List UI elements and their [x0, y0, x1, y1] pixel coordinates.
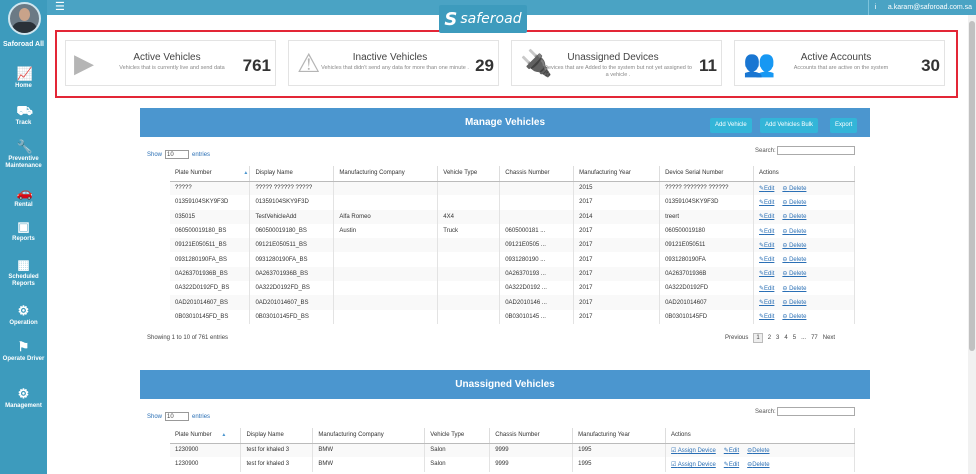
- delete-label: Delete: [789, 314, 807, 321]
- nav-label: Operation: [9, 320, 38, 326]
- table-row: [170, 238, 855, 252]
- entries-select[interactable]: 10: [165, 150, 189, 159]
- nav-label: Scheduled Reports: [8, 274, 39, 287]
- nav-label: Preventive Maintenance: [5, 156, 42, 169]
- table-cell: [438, 281, 500, 295]
- table-row: [170, 443, 855, 457]
- avatar[interactable]: [8, 2, 41, 35]
- unassigned-entries-select[interactable]: 10: [165, 412, 189, 421]
- table-cell: Alfa Romeo: [334, 210, 438, 224]
- delete-link[interactable]: ⊖ Delete: [782, 285, 807, 292]
- column-header[interactable]: [438, 166, 500, 181]
- table-cell: 2017: [574, 295, 660, 309]
- edit-label: Edit: [728, 461, 740, 468]
- chart-icon: 📈: [16, 66, 33, 81]
- column-label: Chassis Number: [495, 432, 540, 439]
- table-cell: 2017: [574, 310, 660, 324]
- sidebar: [0, 0, 47, 474]
- delete-label: Delete: [789, 242, 807, 249]
- delete-label: Delete: [789, 285, 807, 292]
- unassigned-search-input[interactable]: [777, 407, 855, 416]
- nav-item-rental[interactable]: [0, 186, 47, 209]
- stat-description: Vehicles that didn't send any data for more than one minute .: [321, 65, 469, 71]
- delete-link[interactable]: ⊖ Delete: [782, 257, 807, 264]
- table-cell: [334, 310, 438, 324]
- assign-label: Assign Device: [677, 447, 716, 454]
- edit-label: Edit: [764, 300, 775, 307]
- page-next[interactable]: Next: [822, 335, 836, 341]
- page-4[interactable]: 4: [784, 335, 788, 341]
- stat-title: Active Vehicles: [133, 52, 201, 63]
- table-cell: 9999: [490, 443, 573, 457]
- table-cell: 1995: [573, 443, 666, 457]
- users-icon: 👥: [743, 48, 776, 78]
- delete-label: Delete: [789, 271, 807, 278]
- scrollbar[interactable]: [968, 15, 976, 474]
- edit-link[interactable]: ✎Edit: [759, 285, 775, 292]
- table-row: [170, 267, 855, 281]
- sort-asc-icon[interactable]: ▲: [221, 432, 227, 439]
- nav-item-scheduled-reports[interactable]: [0, 258, 47, 288]
- manage-vehicles-header: Manage Vehicles: [140, 108, 870, 137]
- column-label: Manufacturing Year: [578, 432, 630, 439]
- plug-icon: 🔌: [520, 48, 553, 78]
- delete-link[interactable]: ⊖Delete: [747, 461, 770, 468]
- nav-label: Home: [15, 83, 32, 89]
- column-header[interactable]: [666, 428, 855, 443]
- table-cell: test for khaled 3: [241, 443, 313, 457]
- table-row: [170, 181, 855, 195]
- table-cell: 2017: [574, 252, 660, 266]
- stat-description: Vehicles that is currently live and send data: [119, 65, 225, 71]
- column-header[interactable]: [170, 428, 241, 443]
- table-cell: 2017: [574, 281, 660, 295]
- actions-cell: [754, 210, 855, 224]
- driver-icon: ⚑: [17, 339, 30, 354]
- nav-item-track[interactable]: [0, 104, 47, 127]
- column-header[interactable]: [754, 166, 855, 181]
- table-row: [170, 210, 855, 224]
- table-cell: [438, 252, 500, 266]
- table-row: [170, 281, 855, 295]
- table-cell: 2017: [574, 195, 660, 209]
- unassigned-vehicles-header: Unassigned Vehicles: [140, 370, 870, 399]
- actions-cell: [754, 238, 855, 252]
- assign-device-link[interactable]: ☑ Assign Device: [671, 461, 716, 468]
- delete-link[interactable]: ⊖ Delete: [782, 214, 807, 221]
- table-cell: 060500019180_BS: [250, 224, 334, 238]
- table-cell: ????? ??????? ??????: [660, 181, 754, 195]
- page-previous[interactable]: Previous: [725, 335, 749, 341]
- table-cell: treert: [660, 210, 754, 224]
- edit-link[interactable]: ✎Edit: [759, 257, 775, 264]
- table-cell: 01359104SKY9F3D: [250, 195, 334, 209]
- delete-label: Delete: [789, 257, 807, 264]
- wrench-icon: 🔧: [16, 139, 33, 154]
- stat-card-active-vehicles[interactable]: [65, 40, 276, 86]
- stat-title: Active Accounts: [800, 52, 872, 63]
- delete-link[interactable]: ⊖ Delete: [782, 300, 807, 307]
- table-cell: 0B03010145FD: [660, 310, 754, 324]
- table-cell: 0A322D0192FD_BS: [170, 281, 250, 295]
- table-cell: 2017: [574, 238, 660, 252]
- edit-link[interactable]: ✎Edit: [759, 199, 775, 206]
- table-cell: 0B03010145FD_BS: [250, 310, 334, 324]
- edit-label: Edit: [764, 271, 775, 278]
- table-cell: [334, 252, 438, 266]
- vehicles-table: [170, 166, 855, 324]
- search-filter: [755, 146, 855, 155]
- table-cell: ????? ?????? ?????: [250, 181, 334, 195]
- table-row: [170, 224, 855, 238]
- actions-cell: [666, 457, 855, 471]
- column-label: Actions: [759, 170, 779, 177]
- table-cell: 0A26370193 ...: [500, 267, 574, 281]
- delete-label: Delete: [789, 228, 807, 235]
- edit-label: Edit: [764, 242, 775, 249]
- table-cell: 09121E050511_BS: [170, 238, 250, 252]
- delete-label: Delete: [789, 199, 807, 206]
- column-label: Vehicle Type: [430, 432, 465, 439]
- table-cell: Salon: [425, 457, 490, 471]
- sort-asc-icon[interactable]: ▲: [243, 170, 249, 177]
- table-header-row: [170, 428, 855, 443]
- table-cell: 0931280190FA_BS: [170, 252, 250, 266]
- table-cell: 1230900: [170, 443, 241, 457]
- table-row: [170, 252, 855, 266]
- table-cell: Truck: [438, 224, 500, 238]
- page-5[interactable]: 5: [792, 335, 797, 341]
- edit-label: Edit: [764, 199, 775, 206]
- page-77[interactable]: 77: [811, 335, 818, 341]
- edit-link[interactable]: ✎Edit: [759, 314, 775, 321]
- table-cell: 2017: [574, 224, 660, 238]
- table-info: Showing 1 to 10 of 761 entries: [147, 335, 229, 341]
- actions-cell: [754, 224, 855, 238]
- column-label: Chassis Number: [505, 170, 550, 177]
- table-cell: TestVehicleAdd: [250, 210, 334, 224]
- delete-link[interactable]: ⊖ Delete: [782, 314, 807, 321]
- table-cell: 4X4: [438, 210, 500, 224]
- saferoad-logo: S saferoad: [439, 5, 527, 33]
- table-cell: [438, 310, 500, 324]
- column-header[interactable]: [425, 428, 490, 443]
- delete-label: Delete: [789, 300, 807, 307]
- delete-link[interactable]: ⊖ Delete: [782, 228, 807, 235]
- entries-label: entries: [192, 151, 211, 158]
- delete-link[interactable]: ⊖Delete: [747, 447, 770, 454]
- delete-label: Delete: [752, 461, 770, 468]
- edit-link[interactable]: ✎Edit: [759, 214, 775, 221]
- table-cell: [438, 267, 500, 281]
- table-cell: Salon: [425, 443, 490, 457]
- column-label: Manufacturing Company: [318, 432, 384, 439]
- table-row: [170, 310, 855, 324]
- nav-label: Reports: [12, 236, 35, 242]
- pagination: [725, 333, 835, 343]
- table-cell: 1995: [573, 457, 666, 471]
- table-cell: 0A263701936B_BS: [170, 267, 250, 281]
- gears-icon: ⚙: [17, 303, 30, 318]
- table-cell: 060500019180: [660, 224, 754, 238]
- table-cell: ?????: [170, 181, 250, 195]
- table-cell: [438, 295, 500, 309]
- delete-label: Delete: [789, 214, 807, 221]
- nav-item-operation[interactable]: [0, 304, 47, 327]
- table-cell: 2014: [574, 210, 660, 224]
- edit-link[interactable]: ✎Edit: [759, 271, 775, 278]
- search-input[interactable]: [777, 146, 855, 155]
- table-cell: [334, 267, 438, 281]
- nav-item-home[interactable]: [0, 67, 47, 90]
- edit-label: Edit: [764, 257, 775, 264]
- column-header[interactable]: [574, 166, 660, 181]
- stat-value: 30: [921, 56, 940, 75]
- delete-link[interactable]: ⊖ Delete: [782, 271, 807, 278]
- table-cell: [334, 195, 438, 209]
- actions-cell: [754, 310, 855, 324]
- table-cell: [438, 181, 500, 195]
- nav-label: Operate Driver: [2, 356, 45, 362]
- table-cell: [438, 238, 500, 252]
- table-cell: 2017: [574, 267, 660, 281]
- table-cell: 0931280190FA: [660, 252, 754, 266]
- column-header[interactable]: [170, 166, 250, 181]
- column-label: Vehicle Type: [443, 170, 478, 177]
- page-ellipsis: ...: [801, 335, 807, 341]
- edit-link[interactable]: ✎Edit: [723, 447, 740, 454]
- column-header[interactable]: [500, 166, 574, 181]
- table-cell: BMW: [313, 457, 425, 471]
- stat-description: Devices that are Added to the system but not yet assigned to a vehicle .: [544, 65, 692, 78]
- edit-link[interactable]: ✎Edit: [723, 461, 740, 468]
- delete-link[interactable]: ⊖ Delete: [782, 199, 807, 206]
- stat-title: Unassigned Devices: [567, 52, 659, 63]
- stat-card-unassigned-devices[interactable]: [511, 40, 722, 86]
- column-header[interactable]: [660, 166, 754, 181]
- column-header[interactable]: [334, 166, 438, 181]
- table-cell: 1230900: [170, 457, 241, 471]
- table-cell: [334, 238, 438, 252]
- table-cell: [334, 281, 438, 295]
- add-vehicles-bulk-button[interactable]: Add Vehicles Bulk: [760, 118, 818, 133]
- edit-link[interactable]: ✎Edit: [759, 300, 775, 307]
- actions-cell: [666, 443, 855, 457]
- info-icon[interactable]: i: [868, 0, 882, 15]
- nav-item-operate-driver[interactable]: [0, 340, 47, 363]
- show-label: Show: [147, 151, 163, 158]
- stat-card-inactive-vehicles[interactable]: [288, 40, 499, 86]
- play-icon: ▶: [74, 48, 94, 78]
- table-cell: 01359104SKY9F3D: [660, 195, 754, 209]
- table-cell: [334, 295, 438, 309]
- column-label: Manufacturing Company: [339, 170, 405, 177]
- table-cell: [500, 195, 574, 209]
- table-cell: 0A263701936B_BS: [250, 267, 334, 281]
- table-cell: Austin: [334, 224, 438, 238]
- table-cell: 0AD201014607_BS: [250, 295, 334, 309]
- actions-cell: [754, 267, 855, 281]
- actions-cell: [754, 252, 855, 266]
- nav-label: Management: [5, 403, 42, 409]
- column-header[interactable]: [573, 428, 666, 443]
- column-label: Plate Number: [175, 170, 212, 177]
- table-cell: 0A263701936B: [660, 267, 754, 281]
- table-cell: [334, 181, 438, 195]
- table-row: [170, 457, 855, 471]
- edit-label: Edit: [764, 228, 775, 235]
- column-label: Actions: [671, 432, 691, 439]
- table-cell: 09121E050511: [660, 238, 754, 252]
- delete-link[interactable]: ⊖ Delete: [782, 185, 807, 192]
- search-label: Search:: [755, 147, 776, 154]
- table-cell: 0A322D0192FD: [660, 281, 754, 295]
- table-cell: 0A322D0192 ...: [500, 281, 574, 295]
- table-cell: 01359104SKY9F3D: [170, 195, 250, 209]
- table-cell: 0A322D0192FD_BS: [250, 281, 334, 295]
- table-cell: 0AD201014607: [660, 295, 754, 309]
- table-cell: BMW: [313, 443, 425, 457]
- table-cell: [500, 210, 574, 224]
- edit-link[interactable]: ✎Edit: [759, 228, 775, 235]
- table-cell: 0931280190FA_BS: [250, 252, 334, 266]
- table-cell: 0AD2010146 ...: [500, 295, 574, 309]
- table-cell: 09121E050511_BS: [250, 238, 334, 252]
- actions-cell: [754, 281, 855, 295]
- logo-text: saferoad: [460, 11, 522, 27]
- table-cell: [500, 181, 574, 195]
- delete-label: Delete: [752, 447, 770, 454]
- actions-cell: [754, 295, 855, 309]
- nav-label: Track: [15, 120, 32, 126]
- assign-label: Assign Device: [677, 461, 716, 468]
- table-cell: 2015: [574, 181, 660, 195]
- edit-link[interactable]: ✎Edit: [759, 242, 775, 249]
- table-row: [170, 195, 855, 209]
- calendar-icon: ▦: [17, 257, 30, 272]
- board-icon: ▣: [17, 219, 30, 234]
- edit-label: Edit: [764, 285, 775, 292]
- gear-icon: ⚙: [17, 386, 30, 401]
- nav-label: Rental: [14, 202, 33, 208]
- user-name: Saforoad All: [3, 41, 44, 48]
- table-cell: 060500019180_BS: [170, 224, 250, 238]
- table-cell: 0B03010145FD_BS: [170, 310, 250, 324]
- table-cell: 9999: [490, 457, 573, 471]
- search-label: Search:: [755, 408, 776, 415]
- export-button[interactable]: Export: [830, 118, 857, 133]
- column-label: Manufacturing Year: [579, 170, 631, 177]
- table-cell: [438, 195, 500, 209]
- add-vehicle-button[interactable]: Add Vehicle: [710, 118, 752, 133]
- edit-label: Edit: [728, 447, 740, 454]
- actions-cell: [754, 181, 855, 195]
- stat-title: Inactive Vehicles: [352, 52, 428, 63]
- assign-device-link[interactable]: ☑ Assign Device: [671, 447, 716, 454]
- warning-icon: ⚠: [297, 48, 321, 78]
- nav-item-preventive-maintenance[interactable]: [0, 140, 47, 170]
- user-bar: [868, 0, 976, 15]
- table-cell: test for khaled 3: [241, 457, 313, 471]
- table-header-row: [170, 166, 855, 181]
- column-label: Display Name: [255, 170, 293, 177]
- page-3[interactable]: 3: [776, 335, 780, 341]
- delete-link[interactable]: ⊖ Delete: [782, 242, 807, 249]
- unassigned-table: [170, 428, 855, 472]
- car-icon: 🚗: [16, 185, 33, 200]
- column-label: Device Serial Number: [665, 170, 724, 177]
- table-cell: 0B03010145 ...: [500, 310, 574, 324]
- table-cell: 035015: [170, 210, 250, 224]
- stat-card-active-accounts[interactable]: [734, 40, 945, 86]
- user-email[interactable]: a.karam@saforoad.com.sa: [887, 4, 972, 11]
- column-header[interactable]: [241, 428, 313, 443]
- stat-description: Accounts that are active on the system: [793, 65, 889, 71]
- nav-item-management[interactable]: [0, 387, 47, 410]
- show-label: Show: [147, 413, 163, 420]
- menu-toggle-icon[interactable]: ☰: [55, 1, 65, 13]
- actions-cell: [754, 195, 855, 209]
- table-cell: 0931280190 ...: [500, 252, 574, 266]
- entries-label: entries: [192, 413, 211, 420]
- stat-value: 761: [242, 56, 271, 75]
- nav-item-reports[interactable]: [0, 220, 47, 243]
- column-header[interactable]: [313, 428, 425, 443]
- column-label: Display Name: [246, 432, 284, 439]
- edit-label: Edit: [764, 185, 775, 192]
- table-cell: 0AD201014607_BS: [170, 295, 250, 309]
- page-1[interactable]: 1: [753, 333, 762, 343]
- edit-label: Edit: [764, 214, 775, 221]
- unassigned-entries-length: [147, 412, 210, 421]
- table-row: [170, 295, 855, 309]
- entries-length: [147, 150, 210, 159]
- edit-link[interactable]: ✎Edit: [759, 185, 775, 192]
- column-header[interactable]: [250, 166, 334, 181]
- edit-label: Edit: [764, 314, 775, 321]
- table-cell: 09121E0505 ...: [500, 238, 574, 252]
- unassigned-search-filter: [755, 407, 855, 416]
- column-label: Plate Number: [175, 432, 212, 439]
- track-icon: ⛟: [16, 103, 33, 118]
- column-header[interactable]: [490, 428, 573, 443]
- page-2[interactable]: 2: [767, 335, 772, 341]
- stat-value: 29: [475, 56, 494, 75]
- stat-value: 11: [699, 56, 717, 75]
- table-cell: 0605000181 ...: [500, 224, 574, 238]
- delete-label: Delete: [789, 185, 807, 192]
